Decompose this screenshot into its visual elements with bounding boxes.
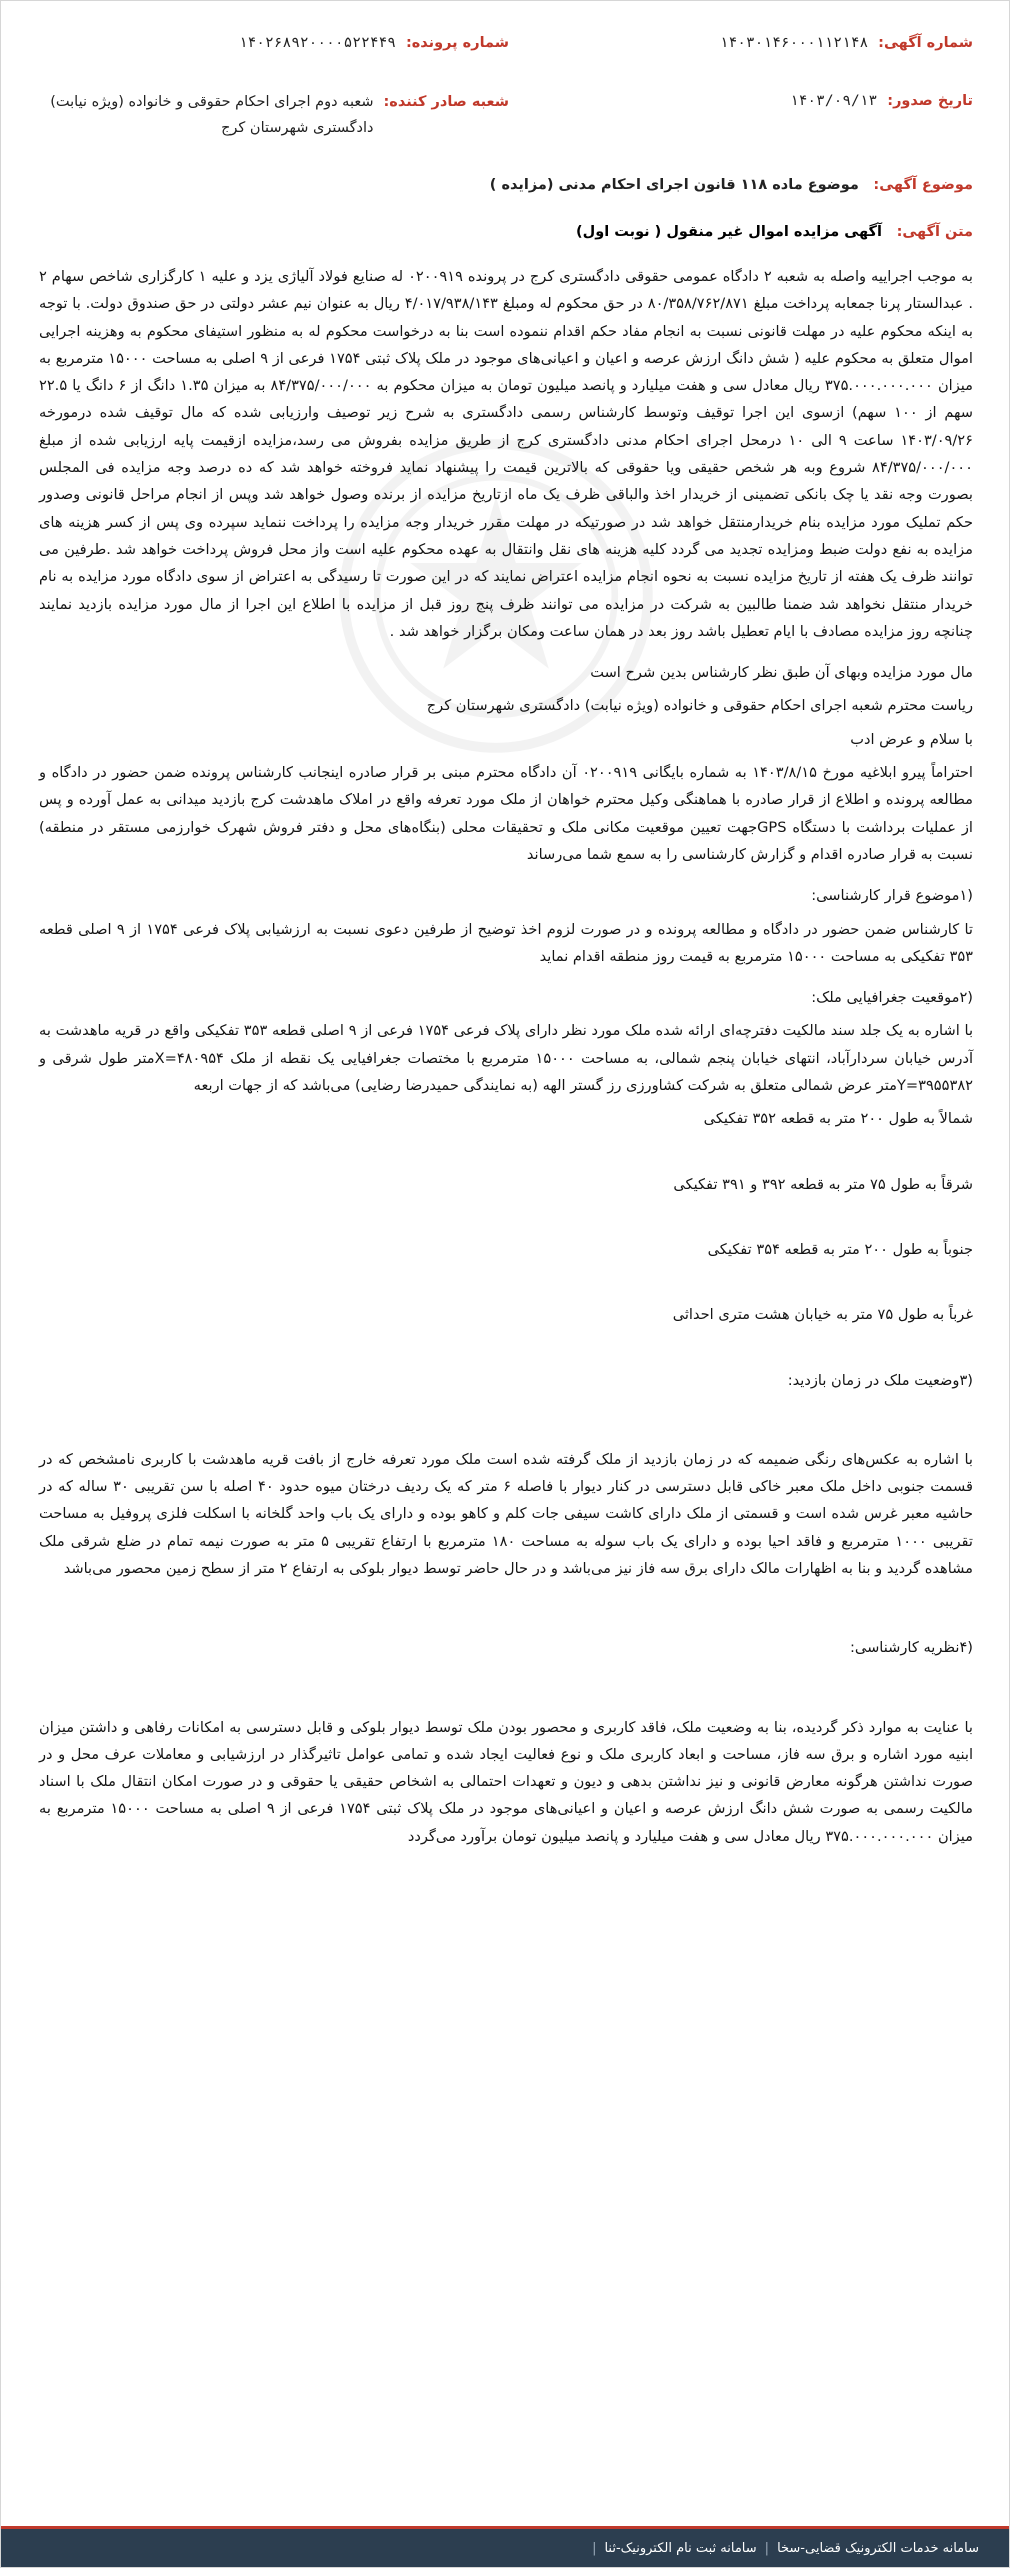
boundary-west: غرباً به طول ۷۵ متر به خیابان هشت متری احداثی xyxy=(672,1306,973,1324)
boundary-south: جنوباً به طول ۲۰۰ متر به قطعه ۳۵۴ تفکیکی xyxy=(707,1240,973,1258)
section-2-title: (۲موقعیت جغرافیایی ملک: xyxy=(811,989,973,1007)
case-number-value: ۱۴۰۲۶۸۹۲۰۰۰۰۵۲۲۴۴۹ xyxy=(238,35,396,51)
section-3-text: با اشاره به عکس‌های رنگی ضمیمه که در زمان بازدید از ملک گرفته شده است ملک مورد تعرفه خارج از بافت قریه ماهدشت با کاربری نامشخص که در قسمت جنوبی داخل ملک معبر خاکی قابل دسترسی در کنار دیوار با فاصله ۶ متر که یک ردیف درختان میوه حدود ۴۰ اصله با سن تقریبی ۳۰ ساله که در حاشیه معبر غرس شده است و قسمتی از ملک دارای کاشت سیفی جات کلم و کاهو بوده و دارای یک باب واحد گلخانه با اسکلت فلزی پروفیل به مساحت تقریبی ۱۰۰۰ مترمربع و فاقد احیا بوده و دارای یک باب سوله به مساحت ۱۸۰ مترمربع با ارتفاع تقریبی ۵ متر به صورت نیمه تمام در ضلع شرقی ملک مشاهده گردید و بنا به اظهارات مالک دارای برق سه فاز نیز می‌باشد و در حال حاضر توسط دیوار بلوکی به ارتفاع ۲ متر از سطح زمین محصور می‌باشد xyxy=(39,1450,974,1577)
body-greeting: با سلام و عرض ادب xyxy=(850,730,973,748)
subject-value: موضوع ماده ۱۱۸ قانون اجرای احکام مدنی (مزایده ) xyxy=(489,177,859,193)
section-4-title: (۴نظریه کارشناسی: xyxy=(850,1639,973,1657)
section-4-text: با عنایت به موارد ذکر گردیده، بنا به وضعیت ملک، فاقد کاربری و محصور بودن ملک توسط دیوار بلوکی و قابل دسترسی به امکانات رفاهی و داشتن میزان ابنیه مورد اشاره و برق سه فاز، مساحت و ابعاد کاربری ملک و نوع فعالیت ایجاد شده و تمامی عوامل تاثیرگذار در ارزشیابی و معاملات عرف محل و در صورت نداشتن هرگونه معارض قانونی و نیز نداشتن بدهی و دیون و تعهدات احتمالی به اشخاص حقیقی یا حقوقی و در صورت امکان انتقال ملک با اسناد مالکیت رسمی به صورت شش دانگ ارزش عرصه و اعیان و اعیانی‌های موجود در ملک پلاک ثبتی ۱۷۵۴ فرعی از ۹ اصلی به مساحت ۱۵۰۰۰ مترمربع به میزان ۳۷۵.۰۰۰.۰۰۰.۰۰۰ ریال معادل سی و هفت میلیارد و پانصد میلیون تومان برآورد می‌گردد xyxy=(39,1718,973,1845)
footer-link-sakha[interactable]: سامانه خدمات الکترونیک قضایی-سخا xyxy=(777,2540,979,2556)
body-expert-intro: مال مورد مزایده وبهای آن طبق نظر کارشناس بدین شرح است xyxy=(590,664,973,682)
issue-date-field xyxy=(509,93,973,141)
footer-separator-end: | xyxy=(592,2540,597,2556)
body-report-intro: احتراماً پیرو ابلاغیه مورخ ۱۴۰۳/۸/۱۵ به شماره بایگانی ۰۲۰۰۹۱۹ آن دادگاه محترم مبنی بر قرار صادره اینجانب کارشناس پرونده ضمن حضور در دادگاه و مطالعه پرونده و اطلاع از قرار صادره با هماهنگی وکیل محترم خواهان از ملک مورد تعرفه واقع در املاک ماهدشت کرج بازدید میدانی به عمل آورده و پس از عملیات برداشت با دستگاه GPSجهت تعیین موقعیت مکانی ملک و تحقیقات محلی (بنگاه‌های محل و دفتر فروش شهرک خوارزمی مستقر در منطقه) نسبت به قرار صادره اقدام و گزارش کارشناسی را به سمع شما می‌رساند xyxy=(39,764,973,863)
issue-date-value: ۱۴۰۳/۰۹/۱۳ xyxy=(789,93,878,109)
notice-subject xyxy=(45,177,973,193)
footer-link-sana[interactable]: سامانه ثبت نام الکترونیک-ثنا xyxy=(604,2540,757,2556)
text-title: آگهی مزایده اموال غیر منقول ( نوبت اول) xyxy=(576,224,882,240)
notice-number-field xyxy=(509,35,973,51)
notice-number-value: ۱۴۰۳۰۱۴۶۰۰۰۱۱۲۱۴۸ xyxy=(719,35,869,51)
notice-number-label: شماره آگهی: xyxy=(878,35,973,51)
body-addressee: ریاست محترم شعبه اجرای احکام حقوقی و خانواده (ویژه نیابت) دادگستری شهرستان کرج xyxy=(426,697,973,715)
case-number-label: شماره پرونده: xyxy=(405,35,509,51)
notice-text-header xyxy=(45,224,973,240)
subject-label: موضوع آگهی: xyxy=(873,177,973,193)
case-number-field xyxy=(45,35,509,51)
issuer-line-2: دادگستری شهرستان کرج xyxy=(221,120,374,136)
section-3-title: (۳وضعیت ملک در زمان بازدید: xyxy=(787,1371,973,1389)
issuer-line-1: شعبه دوم اجرای احکام حقوقی و خانواده (ویژه نیابت) xyxy=(50,94,374,110)
issue-date-label: تاریخ صدور: xyxy=(887,93,973,109)
section-2-text: با اشاره به یک جلد سند مالکیت دفترچه‌ای ارائه شده ملک مورد نظر دارای پلاک فرعی ۱۷۵۴ فرعی از ۹ اصلی قطعه ۳۵۳ تفکیکی واقع در قریه ماهدشت به آدرس خیابان سردارآباد، انتهای خیابان پنجم شمالی، به مساحت ۱۵۰۰۰ مترمربع با مختصات جغرافیایی یک نقطه از ملک ۴۸۰۹۵۴=Xمتر طول شرقی و ۳۹۵۵۳۸۲=Yمتر عرض شمالی متعلق به شرکت کشاورزی رز گستر الهه (به نمایندگی حمیدرضا رضایی) می‌باشد که از جهات اربعه xyxy=(39,1022,974,1095)
section-1-title: (۱موضوع قرار کارشناسی: xyxy=(811,887,973,905)
issuer-label: شعبه صادر کننده: xyxy=(383,94,509,110)
text-label: متن آگهی: xyxy=(896,224,973,240)
notice-body xyxy=(39,263,973,1864)
notice-header xyxy=(45,35,973,145)
section-1-text: تا کارشناس ضمن حضور در دادگاه و مطالعه پرونده و در صورت لزوم اخذ توضیح از طرفین دعوی نسبت به ارزشیابی پلاک فرعی ۱۷۵۴ از ۹ اصلی قطعه ۳۵۳ تفکیکی به مساحت ۱۵۰۰۰ مترمربع به قیمت روز منطقه اقدام نماید xyxy=(39,920,973,965)
body-main-paragraph: به موجب اجراییه واصله به شعبه ۲ دادگاه عمومی حقوقی دادگستری کرج در پرونده ۰۲۰۰۹۱۹ له صنایع فولاد آلیاژی یزد و علیه ۱ کارگزاری شاخص سهام ۲ . عبدالستار پرنا جمعابه پرداخت مبلغ ۸۰/۳۵۸/۷۶۲/۸۷۱ در حق محکوم له ومبلغ ۴/۰۱۷/۹۳۸/۱۴۳ ریال به عنوان نیم عشر دولتی در حق صندوق دولت. با توجه به اینکه محکوم علیه در مهلت قانونی نسبت به انجام مفاد حکم اقدام ننموده است بنا به درخواست محکوم له به منظور استیفای محکوم به وهزینه اجرایی اموال متعلق به محکوم علیه ( شش دانگ ارزش عرصه و اعیان و اعیانی‌های موجود در ملک پلاک ثبتی ۱۷۵۴ فرعی از ۹ اصلی به مساحت ۱۵۰۰۰ مترمربع به میزان ۳۷۵.۰۰۰.۰۰۰.۰۰۰ ریال معادل سی و هفت میلیارد و پانصد میلیون تومان به میزان محکوم به ۸۴/۳۷۵/۰۰۰/۰۰۰ به میزان ۱.۳۵ دانگ از ۶ دانگ یا ۲۲.۵ سهم از ۱۰۰ سهم) ازسوی این اجرا توقیف وتوسط کارشناس رسمی دادگستری به شرح زیر توصیف وارزیابی شده که مال توقیف شده درمورخه ۱۴۰۳/۰۹/۲۶ ساعت ۹ الی ۱۰ درمحل اجرای احکام مدنی دادگستری کرج از طریق مزایده بفروش می رسد،مزایده ازقیمت پایه ارزیابی شده از مبلغ ۸۴/۳۷۵/۰۰۰/۰۰۰ شروع وبه هر شخص حقیقی ویا حقوقی که بالاترین قیمت را پیشنهاد نماید فروخته خواهد شد که ده درصد وجه مزایده فی المجلس بصورت وجه نقد یا چک بانکی تضمینی از خریدار اخذ والباقی ظرف یک ماه ازتاریخ مزایده از برنده وصول خواهد شد وپس از انجام مراحل قانونی وصدور حکم تملیک مورد مزایده بنام خریدارمنتقل خواهد شد در صورتیکه در مهلت مقرر خریدار وجه مزایده را پرداخت ننماید سپرده وی پس از کسر هزینه های مزایده به نفع دولت ضبط ومزایده تجدید می گردد کلیه هزینه های نقل وانتقال به عهده محکوم علیه است واز محل فروش پرداخت خواهد شد .طرفین می توانند ظرف یک هفته از تاریخ مزایده نسبت به نحوه انجام مزایده اعتراض نمایند که در این صورت تا رسیدگی به اعتراض از سوی دادگاه مورد مزایده به نام خریدار منتقل نخواهد شد ضمنا طالبین به شرکت در مزایده می توانند ظرف پنج روز قبل از مزایده با اطلاع این اجرا از مال مورد مزایده بازدید نمایند چنانچه روز مزایده مصادف با ایام تعطیل باشد روز بعد در همان ساعت ومکان برگزار خواهد شد . xyxy=(39,268,973,640)
issuer-field xyxy=(45,89,509,141)
site-footer xyxy=(1,2526,1009,2567)
footer-separator: | xyxy=(764,2540,770,2556)
boundary-north: شمالاً به طول ۲۰۰ متر به قطعه ۳۵۲ تفکیکی xyxy=(703,1110,973,1128)
boundary-east: شرقاً به طول ۷۵ متر به قطعه ۳۹۲ و ۳۹۱ تفکیکی xyxy=(673,1175,973,1193)
